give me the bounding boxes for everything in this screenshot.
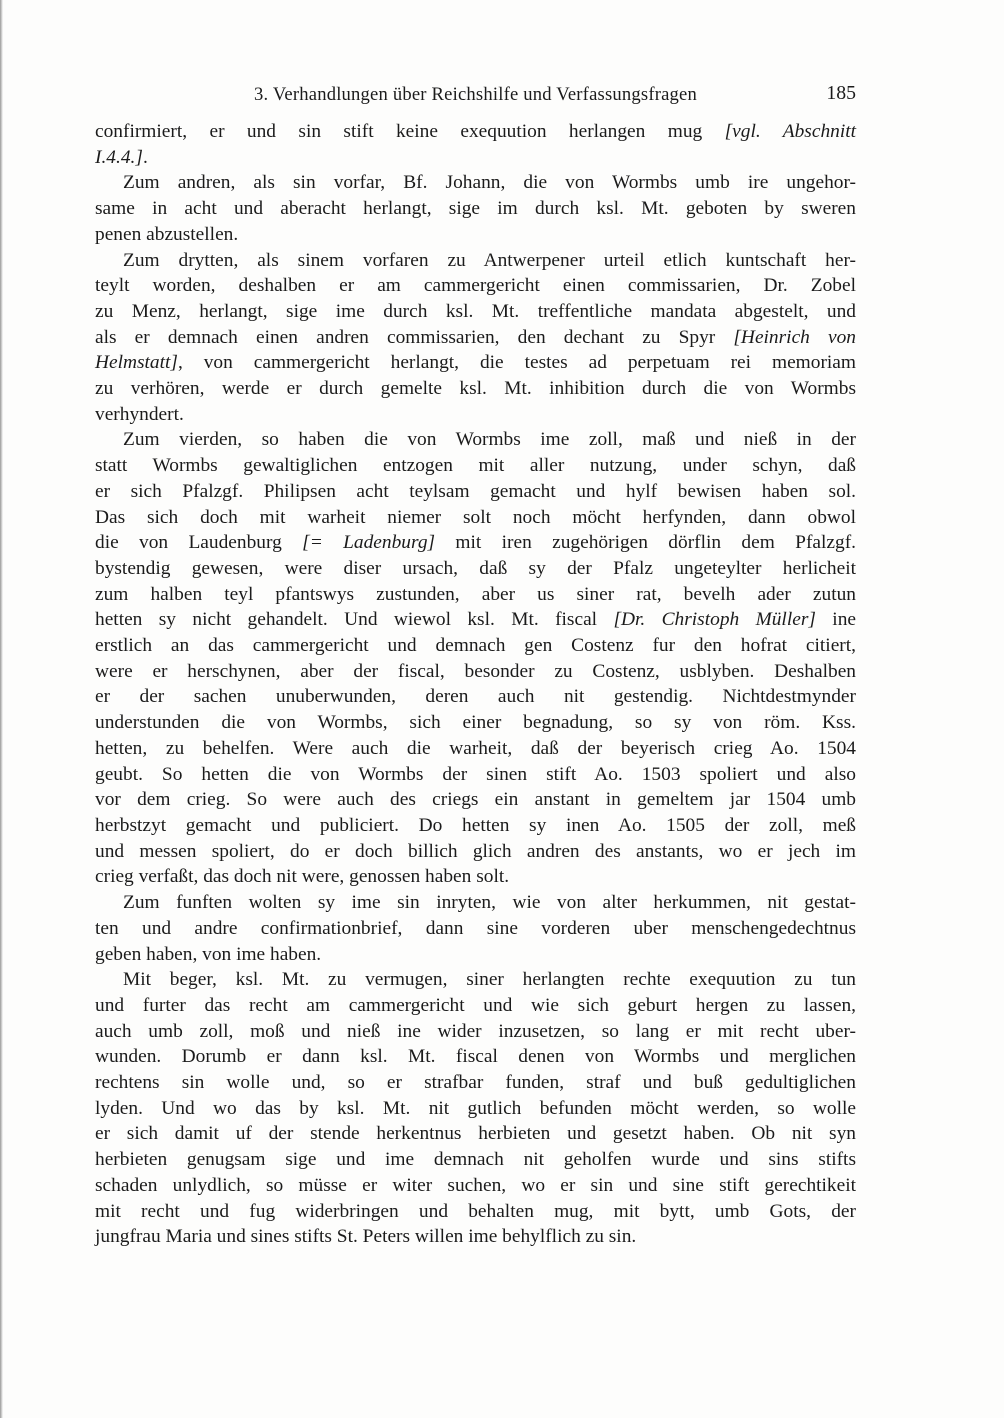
text-body	[95, 119, 856, 1250]
text-line	[95, 350, 856, 376]
text-segment: er sich damit uf der stende herkentnus herbieten und gesetzt haben. Ob nit syn	[95, 1123, 856, 1145]
page-number: 185	[826, 82, 856, 104]
editorial-note: [Dr. Christoph Müller]	[613, 609, 816, 631]
text-segment: understunden die von Wormbs, sich einer begnadung, so sy von röm. Kss.	[95, 712, 856, 734]
paragraph	[95, 248, 856, 428]
text-segment: Zum funften wolten sy ime sin inryten, wie von alter herkummen, nit gestat-	[123, 892, 856, 914]
text-line	[95, 813, 856, 839]
text-segment: hetten sy nicht gehandelt. Und wiewol ksl. Mt. fiscal	[95, 609, 614, 631]
text-segment: Zum vierden, so haben die von Wormbs ime zoll, maß und nieß in der	[123, 429, 856, 451]
paragraph	[95, 427, 856, 890]
text-segment: Zum drytten, als sinem vorfaren zu Antwerpener urteil etlich kuntschaft her-	[123, 249, 856, 271]
chapter-title: 3. Verhandlungen über Reichshilfe und Verfassungsfragen	[253, 84, 698, 105]
text-line	[95, 1199, 856, 1225]
text-segment: were er herschynen, aber der fiscal, besonder zu Costenz, usblyben. Deshalben	[95, 660, 856, 682]
text-segment: ine	[815, 609, 856, 631]
editorial-note: Helmstatt]	[95, 352, 178, 374]
editorial-note: [vgl. Abschnitt	[724, 121, 856, 142]
text-line	[95, 402, 856, 428]
text-segment: herbieten genugsam sige und ime demnach nit geholfen wurde und sins stifts	[95, 1149, 856, 1171]
text-line	[95, 607, 856, 633]
editorial-note: [Heinrich von	[733, 326, 856, 348]
text-line	[95, 1173, 856, 1199]
text-line	[95, 119, 856, 145]
text-line	[95, 967, 856, 993]
text-segment: verhyndert.	[95, 403, 184, 425]
text-line	[95, 453, 856, 479]
text-line	[95, 248, 856, 274]
text-line	[95, 170, 856, 196]
text-segment: zu verhören, werde er durch gemelte ksl. Mt. inhibition durch die von Wormbs	[95, 378, 856, 400]
text-line	[95, 787, 856, 813]
editorial-note: I.4.4.]	[95, 146, 143, 168]
text-line	[95, 762, 856, 788]
text-line	[95, 582, 856, 608]
text-segment: Zum andren, als sin vorfar, Bf. Johann, die von Wormbs umb ire ungehor-	[123, 172, 856, 194]
text-segment: Mit beger, ksl. Mt. zu vermugen, siner herlangten rechte exequution zu tun	[123, 969, 856, 991]
text-line	[95, 890, 856, 916]
text-line	[95, 1224, 856, 1250]
text-line	[95, 530, 856, 556]
text-line	[95, 299, 856, 325]
text-line	[95, 145, 856, 171]
text-segment: zu Menz, herlangt, sige ime durch ksl. Mt. treffentliche mandata abgestelt, und	[95, 300, 856, 322]
text-line	[95, 325, 856, 351]
editorial-note: [= Ladenburg]	[302, 532, 436, 554]
text-line	[95, 505, 856, 531]
text-line	[95, 196, 856, 222]
paragraph	[95, 890, 856, 967]
text-line	[95, 1096, 856, 1122]
text-line	[95, 736, 856, 762]
text-segment: er der sachen unuberwunden, deren auch nit gestendig. Nichtdestmynder	[95, 686, 856, 708]
text-segment: als er demnach einen andren commissarien, den dechant zu Spyr	[95, 326, 734, 348]
text-segment: schaden unlydlich, so müsse er witer suchen, wo er sin und sine stift gerechtikeit	[95, 1174, 856, 1196]
text-segment: mit iren zugehörigen dörflin dem Pfalzgf.	[435, 532, 856, 554]
text-segment: er sich Pfalzgf. Philipsen acht teylsam gemacht und hylf bewisen haben sol.	[95, 480, 856, 502]
text-line	[95, 839, 856, 865]
text-segment: mit recht und fug widerbringen und behalten mug, mit bytt, umb Gots, der	[95, 1200, 856, 1222]
text-segment: teylt worden, deshalben er am cammergericht einen commissarien, Dr. Zobel	[95, 275, 856, 297]
text-segment: same in acht und aberacht herlangt, sige im durch ksl. Mt. geboten by sweren	[95, 198, 856, 220]
text-line	[95, 479, 856, 505]
text-segment: penen abzustellen.	[95, 223, 239, 245]
text-line	[95, 556, 856, 582]
text-line	[95, 993, 856, 1019]
paragraph	[95, 170, 856, 247]
text-segment: hetten, zu behelfen. Were auch die warheit, daß der beyerisch crieg Ao. 1504	[95, 737, 856, 759]
page-edge-shadow	[0, 0, 3, 1418]
text-segment: bystendig gewesen, were diser ursach, daß sy der Pfalz ungeteylter herlicheit	[95, 557, 856, 579]
text-segment: und furter das recht am cammergericht und wie sich geburt hergen zu lassen,	[95, 994, 856, 1016]
text-line	[95, 1121, 856, 1147]
text-segment: auch umb zoll, moß und nieß ine wider inzusetzen, so lang er mit recht uber-	[95, 1020, 856, 1042]
text-segment: ten und andre confirmationbrief, dann sine vorderen uber menschengedechtnus	[95, 917, 856, 939]
text-segment: wunden. Dorumb er dann ksl. Mt. fiscal denen von Wormbs und merglichen	[95, 1046, 856, 1068]
text-segment: herbstzyt gemacht und publiciert. Do hetten sy inen Ao. 1505 der zoll, meß	[95, 814, 856, 836]
text-segment: rechtens sin wolle und, so er strafbar funden, straf und buß gedultiglichen	[95, 1072, 856, 1094]
text-line	[95, 1070, 856, 1096]
text-line	[95, 1019, 856, 1045]
text-segment: die von Laudenburg	[95, 532, 303, 554]
text-line	[95, 916, 856, 942]
text-line	[95, 659, 856, 685]
text-line	[95, 1147, 856, 1173]
text-segment: vor dem crieg. So were auch des criegs ein anstant in gemeltem jar 1504 umb	[95, 789, 856, 811]
text-line	[95, 273, 856, 299]
text-segment: geubt. So hetten die von Wormbs der sinen stift Ao. 1503 spoliert und also	[95, 763, 856, 785]
text-segment: crieg verfaßt, das doch nit were, genossen haben solt.	[95, 866, 510, 888]
text-line	[95, 710, 856, 736]
text-segment: geben haben, von ime haben.	[95, 943, 322, 965]
paragraph	[95, 119, 856, 170]
text-segment: Das sich doch mit warheit niemer solt noch möcht herfynden, dann obwol	[95, 506, 856, 528]
text-line	[95, 684, 856, 710]
text-segment: , von cammergericht herlangt, die testes ad perpetuam rei memoriam	[177, 352, 856, 374]
text-line	[95, 222, 856, 248]
text-segment: zum halben teyl pfantswys zustunden, aber us siner rat, bevelh ader zutun	[95, 583, 856, 605]
text-segment: .	[142, 146, 148, 168]
text-segment: statt Wormbs gewaltiglichen entzogen mit aller nutzung, under schyn, daß	[95, 455, 856, 477]
text-line	[95, 376, 856, 402]
text-line	[95, 942, 856, 968]
paragraph	[95, 967, 856, 1250]
text-segment: jungfrau Maria und sines stifts St. Peters willen ime behylflich zu sin.	[95, 1226, 637, 1248]
text-line	[95, 427, 856, 453]
text-line	[95, 864, 856, 890]
text-segment: und messen spoliert, do er doch billich glich andren des anstants, wo er jech im	[95, 840, 856, 862]
text-segment: confirmiert, er und sin stift keine exequution herlangen mug	[95, 121, 725, 142]
text-line	[95, 633, 856, 659]
text-segment: lyden. Und wo das by ksl. Mt. nit gutlich befunden möcht werden, so wolle	[95, 1097, 856, 1119]
running-header	[95, 84, 856, 110]
text-line	[95, 1044, 856, 1070]
text-segment: erstlich an das cammergericht und demnach gen Costenz fur den hofrat citiert,	[95, 635, 856, 657]
